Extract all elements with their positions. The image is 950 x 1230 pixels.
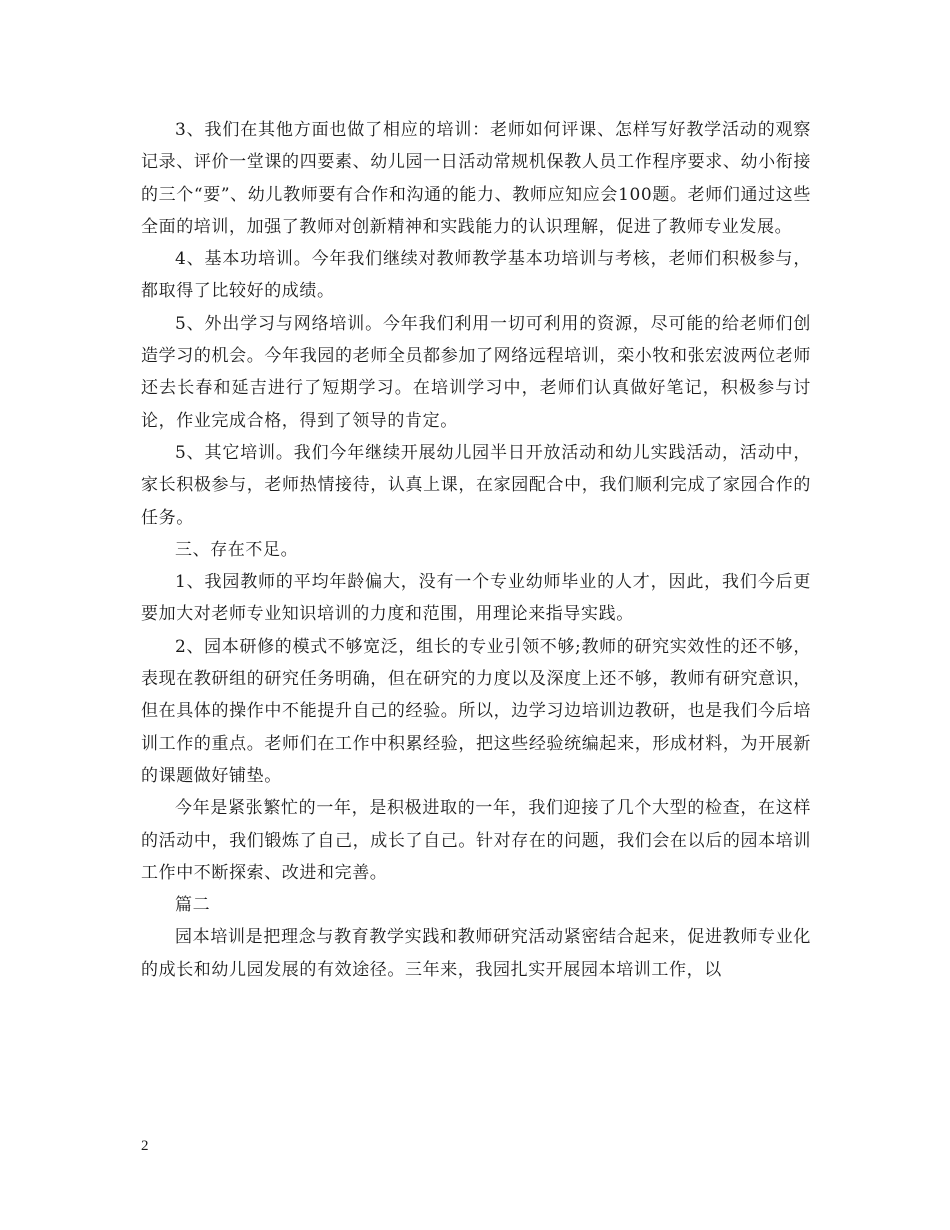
- document-body: [141, 114, 811, 986]
- paragraph-basic-skills: 4、基本功培训。今年我们继续对教师教学基本功培训与考核，老师们积极参与，都取得了比较好的成绩。: [141, 249, 811, 302]
- section-heading-shortcomings: 三、存在不足。: [175, 539, 299, 560]
- paragraph-other-training: 3、我们在其他方面也做了相应的培训：老师如何评课、怎样写好教学活动的观察记录、评价一堂课的四要素、幼儿园一日活动常规机保教人员工作程序要求、幼小衔接的三个“要”、幼儿教师要有合作和沟通的能力、教师应知应会100题。老师们通过这些全面的培训，加强了教师对创新精神和实践能力的认识理解，促进了教师专业发展。: [141, 120, 811, 237]
- paragraph-external-study: 5、外出学习与网络培训。今年我们利用一切可利用的资源，尽可能的给老师们创造学习的机会。今年我园的老师全员都参加了网络远程培训，栾小牧和张宏波两位老师还去长春和延吉进行了短期学习。在培训学习中，老师们认真做好笔记，积极参与讨论，作业完成合格，得到了领导的肯定。: [141, 313, 811, 431]
- section-heading-part-two: 篇二: [175, 895, 211, 916]
- page-number: 2: [141, 1138, 149, 1154]
- paragraph-summary: 今年是紧张繁忙的一年，是积极进取的一年，我们迎接了几个大型的检查，在这样的活动中，我们锻炼了自己，成长了自己。针对存在的问题，我们会在以后的园本培训工作中不断探索、改进和完善。: [141, 798, 811, 883]
- paragraph-other-training-2: 5、其它培训。我们今年继续开展幼儿园半日开放活动和幼儿实践活动，活动中，家长积极参与，老师热情接待，认真上课，在家园配合中，我们顺利完成了家园合作的任务。: [141, 442, 811, 528]
- paragraph-shortcoming-1: 1、我园教师的平均年龄偏大，没有一个专业幼师毕业的人才，因此，我们今后更要加大对老师专业知识培训的力度和范围，用理论来指导实践。: [141, 572, 811, 625]
- paragraph-part-two-intro: 园本培训是把理念与教育教学实践和教师研究活动紧密结合起来，促进教师专业化的成长和幼儿园发展的有效途径。三年来，我园扎实开展园本培训工作，以: [141, 927, 811, 980]
- paragraph-shortcoming-2: 2、园本研修的模式不够宽泛，组长的专业引领不够;教师的研究实效性的还不够，表现在教研组的研究任务明确，但在研究的力度以及深度上还不够，教师有研究意识，但在具体的操作中不能提升自己的经验。所以，边学习边培训边教研，也是我们今后培训工作的重点。老师们在工作中积累经验，把这些经验统编起来，形成材料，为开展新的课题做好铺垫。: [141, 636, 811, 786]
